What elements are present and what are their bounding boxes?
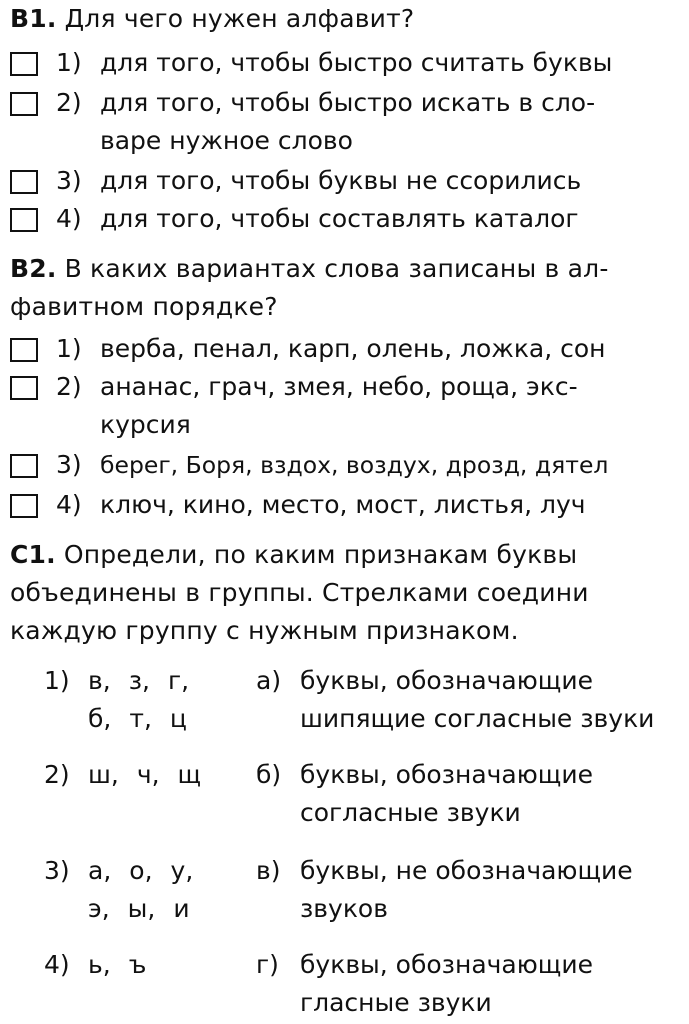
letter: у, [170, 856, 194, 885]
letter: ы, [127, 894, 156, 923]
letter: о, [129, 856, 153, 885]
c1-question-text-line3: каждую группу с нужным признаком. [10, 616, 519, 645]
option-text: берег, Боря, вздох, воздух, дрозд, дятел [100, 451, 609, 479]
b2-number: В2. [10, 254, 57, 283]
letter: ъ [128, 950, 147, 979]
letter: ч, [136, 760, 160, 789]
letter: з, [128, 666, 150, 695]
option-label: 2) [56, 88, 82, 117]
feature-v-text: буквы, не обозначающие [300, 856, 633, 885]
option-label: 3) [56, 166, 82, 195]
feature-g-label: г) [256, 950, 279, 979]
letter: щ [177, 760, 202, 789]
group-1-letters-line2 [88, 702, 187, 736]
c1-question-text-line2: объединены в группы. Стрелками соедини [10, 578, 589, 607]
feature-b-text: буквы, обозначающие [300, 760, 593, 789]
b1-option-1 [10, 46, 675, 80]
letter: б, [88, 704, 112, 733]
b1-question [10, 2, 675, 36]
feature-g-text: буквы, обозначающие [300, 950, 593, 979]
b1-option-3-checkbox[interactable] [10, 170, 38, 194]
letter: т, [129, 704, 152, 733]
group-2-label: 2) [44, 760, 70, 789]
letter: в, [88, 666, 111, 695]
option-label: 1) [56, 334, 82, 363]
feature-a-text: буквы, обозначающие [300, 666, 593, 695]
b2-option-4 [10, 488, 675, 522]
option-text: ключ, кино, место, мост, листья, луч [100, 490, 586, 519]
c1-question-text: Определи, по каким признакам буквы [63, 540, 578, 569]
c1-number: С1. [10, 540, 56, 569]
b1-number: В1. [10, 4, 57, 33]
group-3-letters [88, 854, 193, 888]
letter: г, [167, 666, 190, 695]
group-1-letters [88, 664, 189, 698]
feature-a-label: а) [256, 666, 282, 695]
feature-b-label: б) [256, 760, 282, 789]
option-text-continued: варе нужное слово [100, 126, 353, 155]
feature-b-text-line2: согласные звуки [300, 798, 521, 827]
letter: ь, [88, 950, 111, 979]
b2-option-3-checkbox[interactable] [10, 454, 38, 478]
option-text: для того, чтобы составлять каталог [100, 204, 579, 233]
b2-option-4-checkbox[interactable] [10, 494, 38, 518]
option-label: 3) [56, 450, 82, 479]
b1-option-1-checkbox[interactable] [10, 52, 38, 76]
b1-option-2-checkbox[interactable] [10, 92, 38, 116]
feature-g-text-line2: гласные звуки [300, 988, 492, 1017]
group-3-label: 3) [44, 856, 70, 885]
group-4-label: 4) [44, 950, 70, 979]
b2-option-1 [10, 332, 675, 366]
option-text: для того, чтобы быстро считать буквы [100, 48, 613, 77]
option-text: для того, чтобы быстро искать в сло- [100, 88, 596, 117]
letter: ш, [88, 760, 119, 789]
b1-option-4-checkbox[interactable] [10, 208, 38, 232]
b2-option-3 [10, 448, 675, 482]
b1-option-4 [10, 202, 675, 236]
group-2-letters [88, 758, 201, 792]
option-text: верба, пенал, карп, олень, ложка, сон [100, 334, 606, 363]
feature-v-label: в) [256, 856, 281, 885]
b2-question-text-line2: фавитном порядке? [10, 292, 278, 321]
group-1-label: 1) [44, 666, 70, 695]
letter: а, [88, 856, 112, 885]
b2-option-2-checkbox[interactable] [10, 376, 38, 400]
option-text: для того, чтобы буквы не ссорились [100, 166, 582, 195]
b2-option-1-checkbox[interactable] [10, 338, 38, 362]
option-label: 4) [56, 490, 82, 519]
b1-option-2 [10, 86, 675, 120]
b2-option-2 [10, 370, 675, 404]
letter: и [173, 894, 190, 923]
option-label: 1) [56, 48, 82, 77]
b1-option-3 [10, 164, 675, 198]
option-text: ананас, грач, змея, небо, роща, экс- [100, 372, 578, 401]
letter: э, [88, 894, 110, 923]
group-3-letters-line2 [88, 892, 190, 926]
feature-a-text-line2: шипящие согласные звуки [300, 704, 655, 733]
option-label: 4) [56, 204, 82, 233]
option-text-continued: курсия [100, 410, 191, 439]
b1-question-text: Для чего нужен алфавит? [64, 4, 415, 33]
b2-question-text: В каких вариантах слова записаны в ал- [64, 254, 609, 283]
c1-question [10, 538, 675, 572]
group-4-letters [88, 948, 146, 982]
b2-question [10, 252, 675, 286]
feature-v-text-line2: звуков [300, 894, 388, 923]
option-label: 2) [56, 372, 82, 401]
letter: ц [169, 704, 187, 733]
